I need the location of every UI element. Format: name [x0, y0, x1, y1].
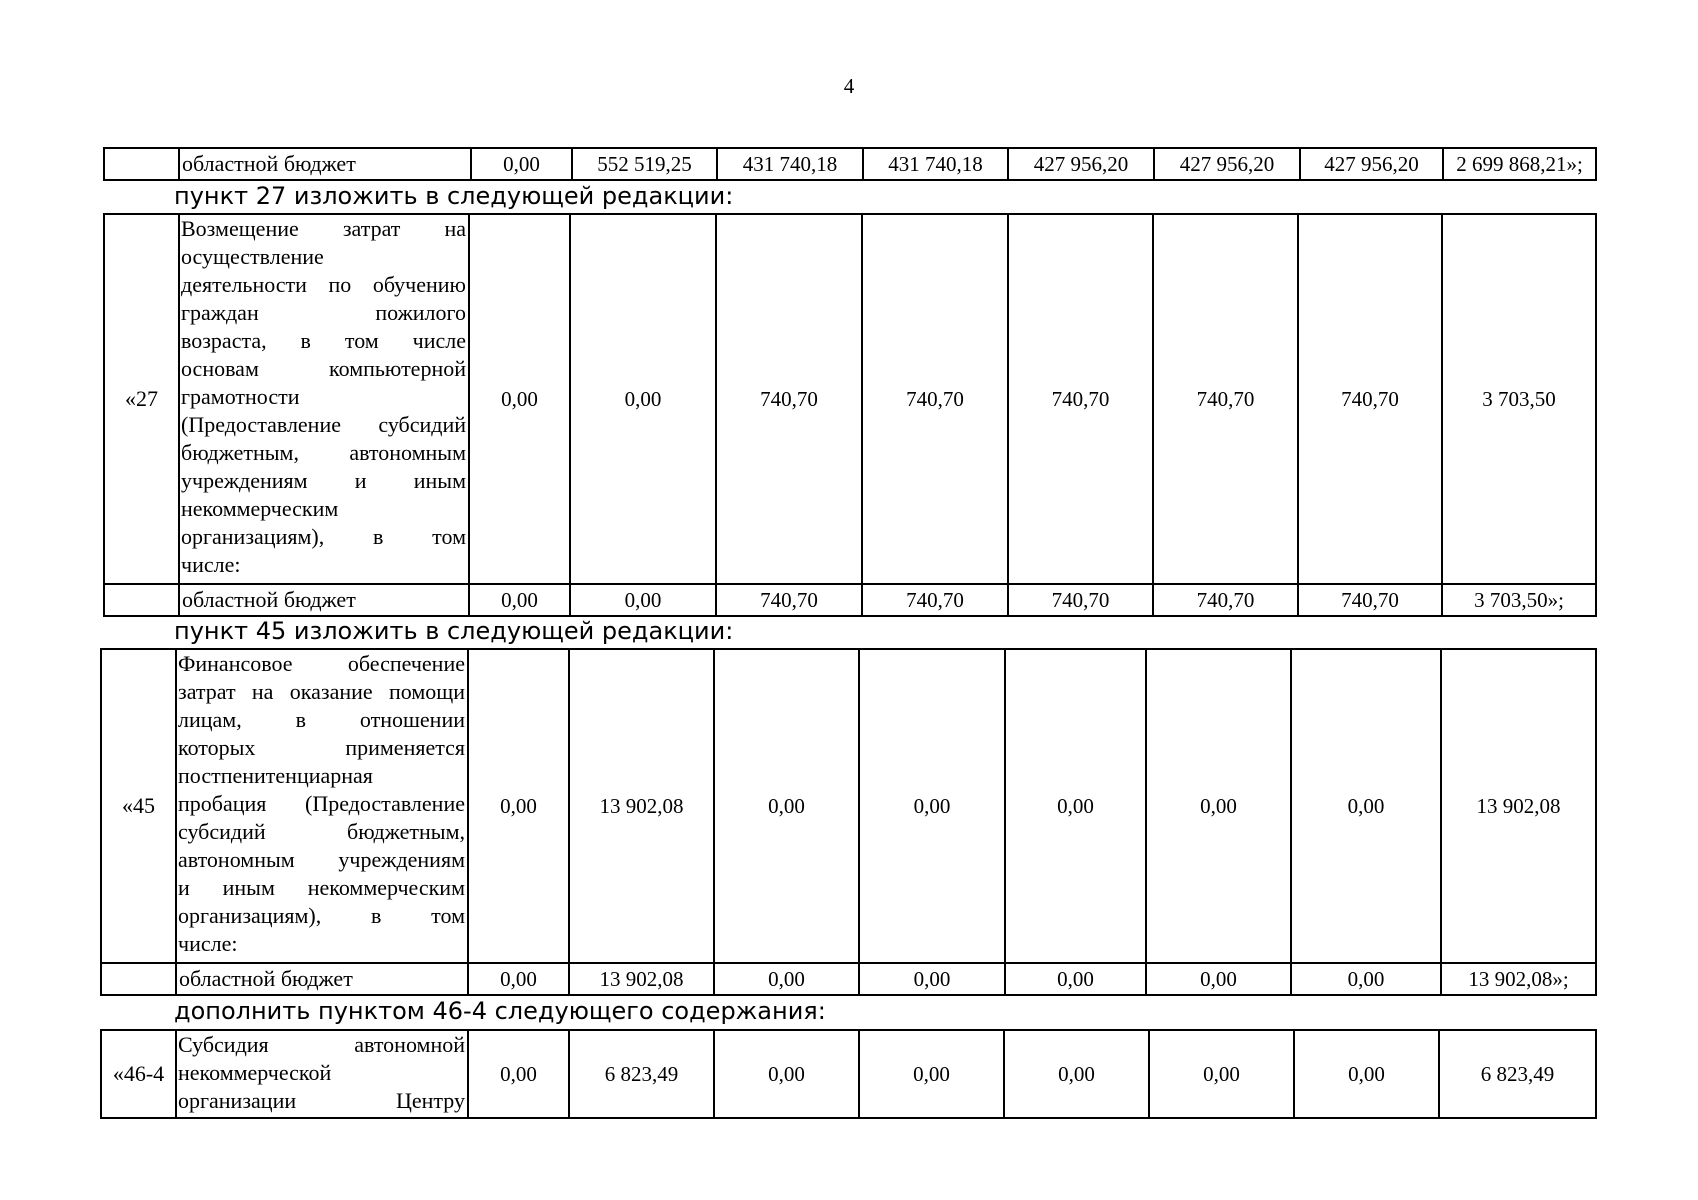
value-cell: 0,00: [714, 1030, 859, 1118]
item-name: [176, 1030, 468, 1118]
name-line: и иным некоммерческим: [178, 875, 465, 900]
page-number: 4: [843, 74, 855, 98]
value-cell: 427 956,20: [1300, 148, 1443, 180]
value-cell: 740,70: [1298, 584, 1442, 616]
value-cell: 0,00: [1291, 649, 1441, 963]
value-cell: 0,00: [468, 963, 569, 995]
value-cell: 0,00: [1005, 649, 1146, 963]
item-number-cell: [101, 963, 176, 995]
value-cell: 0,00: [1146, 963, 1291, 995]
value-cell: 0,00: [714, 963, 859, 995]
name-line: лицам, в отношении: [178, 707, 465, 732]
top-budget-table: [103, 147, 1597, 181]
value-cell: 0,00: [469, 214, 570, 584]
value-cell: 0,00: [859, 649, 1005, 963]
table-row: [104, 584, 1596, 616]
total-cell: 6 823,49: [1439, 1030, 1596, 1118]
value-cell: 740,70: [1153, 584, 1298, 616]
table-row: [101, 649, 1596, 963]
item-number: «45: [101, 649, 176, 963]
section-intro: пункт 27 изложить в следующей редакции:: [174, 182, 734, 210]
name-line: учреждениям и иным: [181, 468, 466, 493]
name-line: осуществление: [181, 244, 324, 269]
name-line: Финансовое обеспечение: [178, 651, 465, 676]
name-line: автономным учреждениям: [178, 847, 465, 872]
table-row: [101, 963, 1596, 995]
name-line: деятельности по обучению: [181, 272, 466, 297]
name-line: Субсидия автономной: [178, 1032, 465, 1057]
value-cell: 0,00: [859, 963, 1005, 995]
total-cell: 13 902,08»;: [1441, 963, 1596, 995]
name-line: грамотности: [181, 384, 300, 409]
name-line: пробация (Предоставление: [178, 791, 465, 816]
name-line: организациям), в том: [178, 903, 465, 928]
value-cell: 431 740,18: [717, 148, 863, 180]
item-name: [179, 214, 469, 584]
value-cell: 740,70: [1008, 214, 1153, 584]
name-line: граждан пожилого: [181, 300, 466, 325]
value-cell: 13 902,08: [569, 963, 714, 995]
table-row: [104, 148, 1596, 180]
total-cell: 3 703,50»;: [1442, 584, 1596, 616]
item-27-table: [103, 213, 1597, 617]
name-line: некоммерческой: [178, 1060, 332, 1085]
name-line: числе:: [178, 931, 238, 956]
value-cell: 0,00: [468, 649, 569, 963]
name-line: которых применяется: [178, 735, 465, 760]
value-cell: 0,00: [1146, 649, 1291, 963]
value-cell: 0,00: [468, 1030, 569, 1118]
value-cell: 427 956,20: [1008, 148, 1154, 180]
total-cell: 3 703,50: [1442, 214, 1596, 584]
item-45-table: [100, 648, 1597, 996]
value-cell: 0,00: [1005, 963, 1146, 995]
item-name: [176, 649, 468, 963]
value-cell: 740,70: [862, 584, 1008, 616]
value-cell: 0,00: [469, 584, 570, 616]
value-cell: 13 902,08: [569, 649, 714, 963]
value-cell: 0,00: [570, 584, 716, 616]
name-line: организации Центру: [178, 1088, 465, 1113]
budget-label: областной бюджет: [179, 148, 471, 180]
total-cell: 2 699 868,21»;: [1443, 148, 1596, 180]
value-cell: 0,00: [1294, 1030, 1439, 1118]
value-cell: 552 519,25: [572, 148, 717, 180]
value-cell: 740,70: [716, 214, 862, 584]
item-number: «46-4: [101, 1030, 176, 1118]
item-number-cell: [104, 584, 179, 616]
value-cell: 740,70: [716, 584, 862, 616]
name-line: возраста, в том числе: [181, 328, 466, 353]
value-cell: 740,70: [1008, 584, 1153, 616]
item-number-cell: [104, 148, 179, 180]
budget-label: областной бюджет: [179, 584, 469, 616]
name-line: субсидий бюджетным,: [178, 819, 465, 844]
value-cell: 0,00: [1004, 1030, 1149, 1118]
total-cell: 13 902,08: [1441, 649, 1596, 963]
table-row: [104, 214, 1596, 584]
budget-label: областной бюджет: [176, 963, 468, 995]
name-line: затрат на оказание помощи: [178, 679, 465, 704]
value-cell: 0,00: [471, 148, 572, 180]
name-line: некоммерческим: [181, 496, 339, 521]
section-intro: пункт 45 изложить в следующей редакции:: [174, 617, 734, 645]
value-cell: 0,00: [570, 214, 716, 584]
name-line: числе:: [181, 552, 241, 577]
value-cell: 431 740,18: [863, 148, 1008, 180]
value-cell: 0,00: [1291, 963, 1441, 995]
value-cell: 0,00: [714, 649, 859, 963]
item-number: «27: [104, 214, 179, 584]
value-cell: 740,70: [1153, 214, 1298, 584]
value-cell: 6 823,49: [569, 1030, 714, 1118]
section-intro: дополнить пунктом 46-4 следующего содержания:: [174, 997, 826, 1025]
name-line: постпенитенциарная: [178, 763, 373, 788]
value-cell: 740,70: [862, 214, 1008, 584]
value-cell: 427 956,20: [1154, 148, 1300, 180]
name-line: (Предоставление субсидий: [181, 412, 466, 437]
item-46-4-table: [100, 1029, 1597, 1119]
name-line: бюджетным, автономным: [181, 440, 466, 465]
table-row: [101, 1030, 1596, 1118]
value-cell: 0,00: [1149, 1030, 1294, 1118]
name-line: организациям), в том: [181, 524, 466, 549]
name-line: основам компьютерной: [181, 356, 466, 381]
value-cell: 0,00: [859, 1030, 1004, 1118]
value-cell: 740,70: [1298, 214, 1442, 584]
name-line: Возмещение затрат на: [181, 216, 466, 241]
